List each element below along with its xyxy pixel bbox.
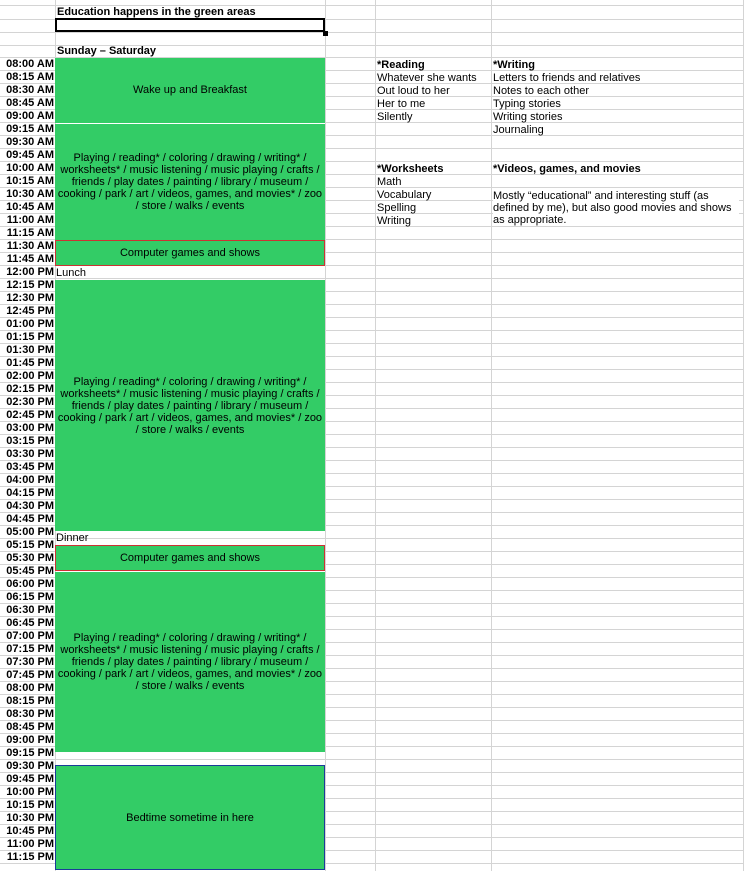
time-row-label[interactable]: 05:15 PM xyxy=(6,539,54,551)
worksheets-title[interactable]: *Worksheets xyxy=(377,163,444,175)
time-row-label[interactable]: 07:45 PM xyxy=(6,669,54,681)
time-row-label[interactable]: 04:15 PM xyxy=(6,487,54,499)
time-row-label[interactable]: 08:30 PM xyxy=(6,708,54,720)
time-row-label[interactable]: 09:00 AM xyxy=(6,110,54,122)
writing-item[interactable]: Journaling xyxy=(493,124,544,136)
time-row-label[interactable]: 11:15 PM xyxy=(6,851,54,863)
morning-activities-label: Playing / reading* / coloring / drawing / writing* / worksheets* / music listening / music playing / crafts / friends / play dates / painting / library / museum / cooking / park / art / videos, games, and movies* / zoo / store / walks / events xyxy=(57,152,323,212)
writing-item[interactable]: Typing stories xyxy=(493,98,561,110)
time-row-label[interactable]: 08:30 AM xyxy=(6,84,54,96)
fill-handle[interactable] xyxy=(323,31,328,36)
time-row-label[interactable]: 10:30 PM xyxy=(6,812,54,824)
time-row-label[interactable]: 12:15 PM xyxy=(6,279,54,291)
worksheets-item[interactable]: Spelling xyxy=(377,202,417,214)
time-row-label[interactable]: 10:45 AM xyxy=(6,201,54,213)
computer-label-midday: Computer games and shows xyxy=(119,247,260,259)
time-row-label[interactable]: 02:15 PM xyxy=(6,383,54,395)
time-row-label[interactable]: 10:00 PM xyxy=(6,786,54,798)
time-row-label[interactable]: 09:45 AM xyxy=(6,149,54,161)
time-row-label[interactable]: 10:30 AM xyxy=(6,188,54,200)
time-row-label[interactable]: 10:45 PM xyxy=(6,825,54,837)
time-row-label[interactable]: 07:30 PM xyxy=(6,656,54,668)
sheet-title[interactable]: Education happens in the green areas xyxy=(57,6,256,18)
computer-block-evening[interactable] xyxy=(55,545,325,571)
selected-cell[interactable] xyxy=(55,18,325,32)
evening-activities-label: Playing / reading* / coloring / drawing / writing* / worksheets* / music listening / music playing / crafts / friends / play dates / painting / library / museum / cooking / park / art / videos, games, and movies* / zoo / store / walks / events xyxy=(57,632,323,692)
worksheets-item[interactable]: Writing xyxy=(377,215,412,227)
time-row-label[interactable]: 08:15 PM xyxy=(6,695,54,707)
time-row-label[interactable]: 09:00 PM xyxy=(6,734,54,746)
time-row-label[interactable]: 02:00 PM xyxy=(6,370,54,382)
time-row-label[interactable]: 09:15 AM xyxy=(6,123,54,135)
time-row-label[interactable]: 11:45 AM xyxy=(6,253,54,265)
time-row-label[interactable]: 08:45 PM xyxy=(6,721,54,733)
time-row-label[interactable]: 06:00 PM xyxy=(6,578,54,590)
worksheets-item[interactable]: Math xyxy=(377,176,402,188)
time-row-label[interactable]: 10:15 PM xyxy=(6,799,54,811)
bedtime-label: Bedtime sometime in here xyxy=(126,812,254,824)
dinner-label[interactable]: Dinner xyxy=(56,532,89,544)
time-row-label[interactable]: 03:00 PM xyxy=(6,422,54,434)
reading-item[interactable]: Her to me xyxy=(377,98,426,110)
time-row-label[interactable]: 12:30 PM xyxy=(6,292,54,304)
morning-activities-block[interactable] xyxy=(55,124,325,240)
bedtime-block[interactable] xyxy=(55,765,325,870)
time-row-label[interactable]: 09:45 PM xyxy=(6,773,54,785)
time-row-label[interactable]: 03:30 PM xyxy=(6,448,54,460)
time-row-label[interactable]: 05:30 PM xyxy=(6,552,54,564)
time-row-label[interactable]: 06:15 PM xyxy=(6,591,54,603)
time-row-label[interactable]: 04:30 PM xyxy=(6,500,54,512)
days-header[interactable]: Sunday – Saturday xyxy=(57,45,157,57)
grid-line xyxy=(491,0,492,871)
afternoon-activities-label: Playing / reading* / coloring / drawing / writing* / worksheets* / music listening / music playing / crafts / friends / play dates / painting / library / museum / cooking / park / art / videos, games, and movies* / zoo / store / walks / events xyxy=(57,376,323,436)
time-row-label[interactable]: 09:30 PM xyxy=(6,760,54,772)
afternoon-activities-block[interactable] xyxy=(55,280,325,531)
time-row-label[interactable]: 05:00 PM xyxy=(6,526,54,538)
time-row-label[interactable]: 12:00 PM xyxy=(6,266,54,278)
writing-item[interactable]: Notes to each other xyxy=(493,85,590,97)
time-row-label[interactable]: 02:45 PM xyxy=(6,409,54,421)
writing-item[interactable]: Writing stories xyxy=(493,111,563,123)
time-row-label[interactable]: 07:00 PM xyxy=(6,630,54,642)
grid-line xyxy=(0,278,744,279)
time-row-label[interactable]: 06:45 PM xyxy=(6,617,54,629)
videos-description[interactable]: Mostly “educational” and interesting stuff (as defined by me), but also good movies and shows as appropriate. xyxy=(493,190,739,226)
time-row-label[interactable]: 06:30 PM xyxy=(6,604,54,616)
computer-label-evening: Computer games and shows xyxy=(119,552,260,564)
time-row-label[interactable]: 01:45 PM xyxy=(6,357,54,369)
time-row-label[interactable]: 08:00 AM xyxy=(6,58,54,70)
time-row-label[interactable]: 01:00 PM xyxy=(6,318,54,330)
videos-title[interactable]: *Videos, games, and movies xyxy=(493,163,641,175)
time-row-label[interactable]: 11:30 AM xyxy=(6,240,54,252)
time-row-label[interactable]: 02:30 PM xyxy=(6,396,54,408)
writing-title[interactable]: *Writing xyxy=(493,59,535,71)
time-row-label[interactable]: 03:45 PM xyxy=(6,461,54,473)
grid-line xyxy=(0,759,744,760)
breakfast-label: Wake up and Breakfast xyxy=(133,84,247,96)
time-row-label[interactable]: 10:00 AM xyxy=(6,162,54,174)
time-row-label[interactable]: 09:15 PM xyxy=(6,747,54,759)
grid-line xyxy=(0,538,744,539)
time-row-label[interactable]: 08:15 AM xyxy=(6,71,54,83)
time-row-label[interactable]: 11:00 PM xyxy=(6,838,54,850)
time-row-label[interactable]: 08:00 PM xyxy=(6,682,54,694)
grid-line xyxy=(325,0,326,871)
grid-line xyxy=(0,32,744,33)
grid-line xyxy=(375,0,376,871)
time-row-label[interactable]: 12:45 PM xyxy=(6,305,54,317)
time-row-label[interactable]: 01:15 PM xyxy=(6,331,54,343)
time-row-label[interactable]: 08:45 AM xyxy=(6,97,54,109)
reading-title[interactable]: *Reading xyxy=(377,59,425,71)
time-row-label[interactable]: 07:15 PM xyxy=(6,643,54,655)
time-row-label[interactable]: 01:30 PM xyxy=(6,344,54,356)
time-row-label[interactable]: 04:45 PM xyxy=(6,513,54,525)
time-row-label[interactable]: 09:30 AM xyxy=(6,136,54,148)
time-row-label[interactable]: 04:00 PM xyxy=(6,474,54,486)
time-row-label[interactable]: 03:15 PM xyxy=(6,435,54,447)
reading-item[interactable]: Out loud to her xyxy=(377,85,450,97)
evening-activities-block[interactable] xyxy=(55,572,325,752)
breakfast-block[interactable] xyxy=(55,58,325,123)
worksheets-item[interactable]: Vocabulary xyxy=(377,189,432,201)
lunch-label[interactable]: Lunch xyxy=(56,267,86,279)
time-row-label[interactable]: 11:15 AM xyxy=(6,227,54,239)
time-row-label[interactable]: 10:15 AM xyxy=(6,175,54,187)
computer-block-midday[interactable] xyxy=(55,240,325,266)
reading-item[interactable]: Whatever she wants xyxy=(377,72,477,84)
time-row-label[interactable]: 11:00 AM xyxy=(6,214,54,226)
reading-item[interactable]: Silently xyxy=(377,111,413,123)
time-row-label[interactable]: 05:45 PM xyxy=(6,565,54,577)
writing-item[interactable]: Letters to friends and relatives xyxy=(493,72,641,84)
